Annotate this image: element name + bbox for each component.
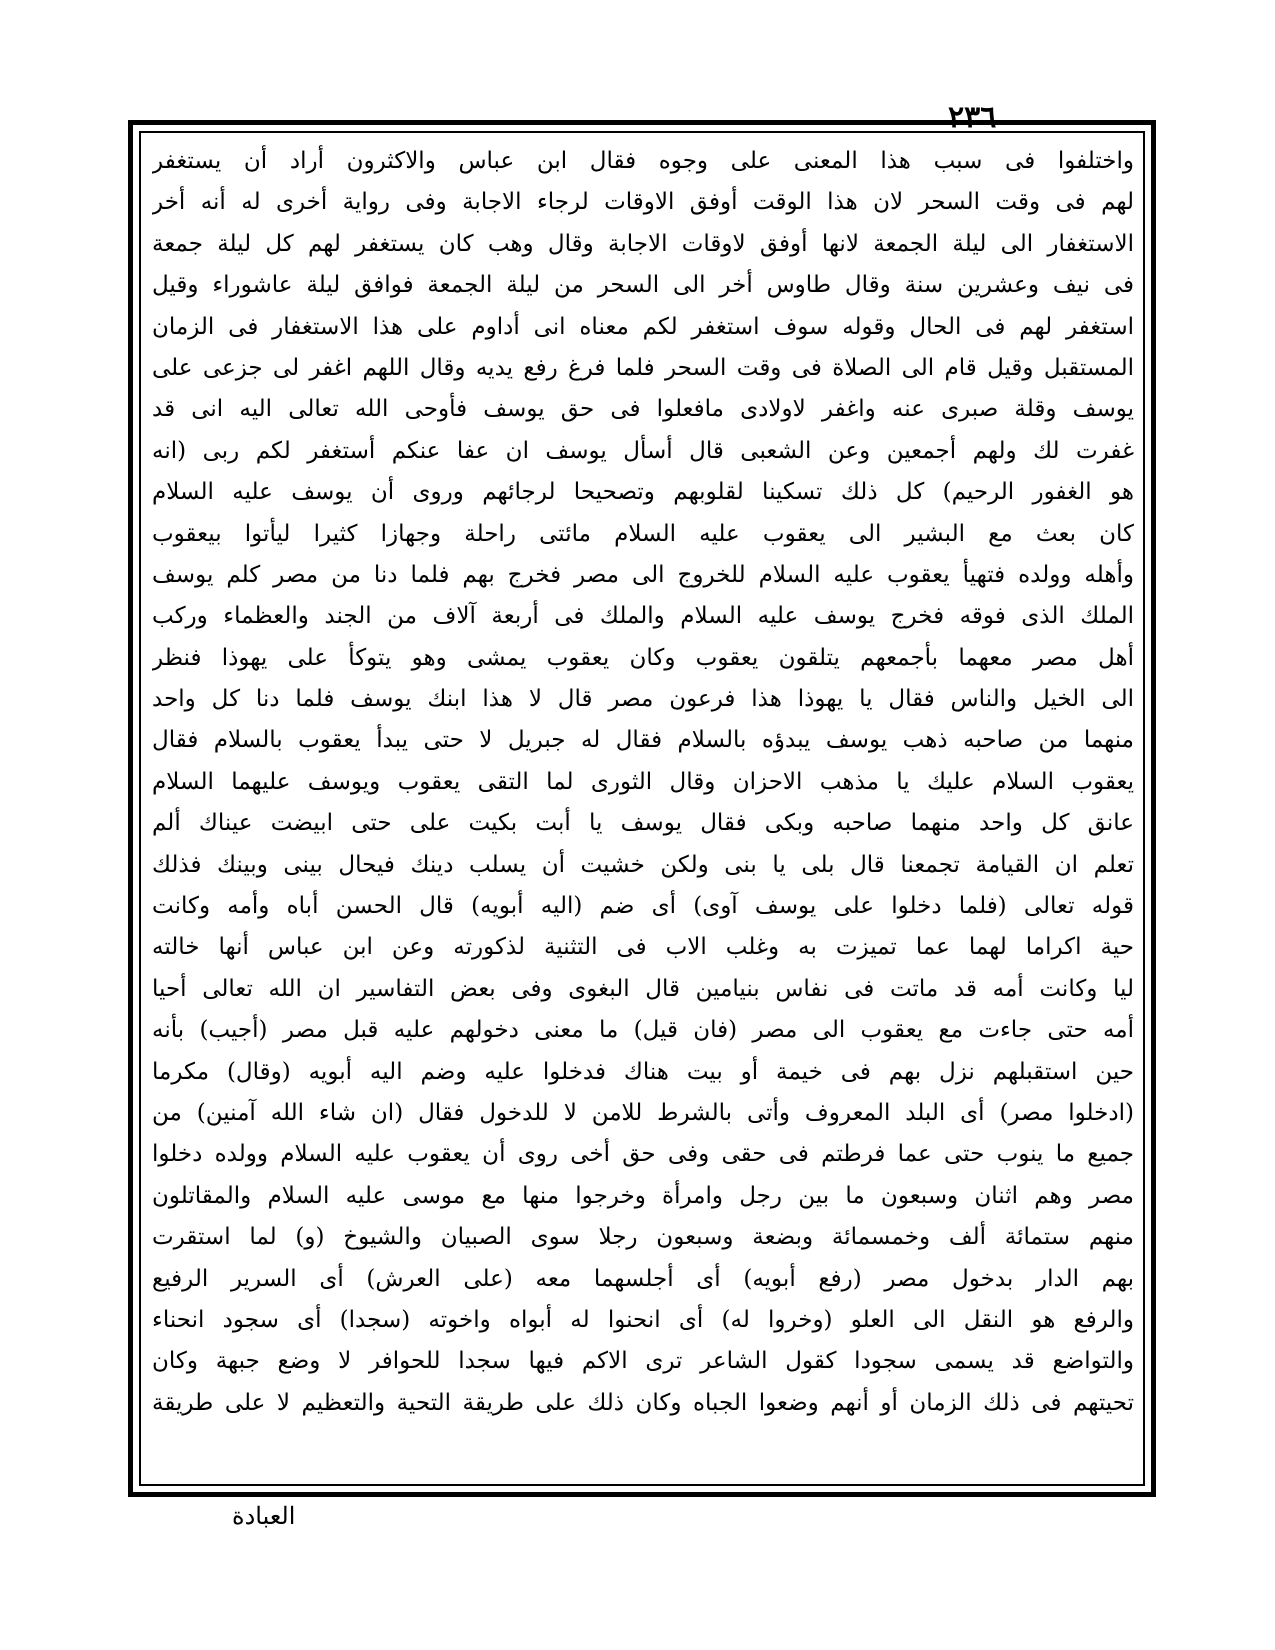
- text-line: منهم ستمائة ألف وخمسمائة وبضعة وسبعون رجلا سوى الصبيان والشيوخ (و) لما استقرت: [152, 1224, 1134, 1251]
- text-line: تعلم ان القيامة تجمعنا قال بلى يا بنى ولكن خشيت أن يسلب دينك فيحال بينى وبينك فذلك: [152, 851, 1134, 878]
- text-line: مصر وهم اثنان وسبعون ما بين رجل وامرأة وخرجوا منها مع موسى عليه السلام والمقاتلون: [152, 1182, 1134, 1209]
- text-line: غفرت لك ولهم أجمعين وعن الشعبى قال أسأل يوسف ان عفا عنكم أستغفر لكم ربى (انه: [152, 437, 1134, 464]
- text-line: لهم فى وقت السحر لان هذا الوقت أوفق الاوقات لرجاء الاجابة وفى رواية أخرى له أنه أخر: [152, 189, 1134, 216]
- text-line: فى نيف وعشرين سنة وقال طاوس أخر الى السحر من ليلة الجمعة فوافق ليلة عاشوراء وقيل: [152, 272, 1134, 299]
- page-number: ٢٣٦: [948, 100, 997, 135]
- text-line: أمه حتى جاءت مع يعقوب الى مصر (فان قيل) ما معنى دخولهم عليه قبل مصر (أجيب) بأنه: [152, 1017, 1134, 1044]
- text-line: قوله تعالى (فلما دخلوا على يوسف آوى) أى ضم (اليه أبويه) قال الحسن أباه وأمه وكانت: [152, 893, 1134, 920]
- text-line: منهما من صاحبه ذهب يوسف يبدؤه بالسلام فقال له جبريل لا حتى يبدأ يعقوب بالسلام فقال: [152, 727, 1134, 754]
- text-line: أهل مصر معهما بأجمعهم يتلقون يعقوب وكان يعقوب يمشى وهو يتوكأ على يهوذا فنظر: [152, 644, 1134, 671]
- text-line: كان بعث مع البشير الى يعقوب عليه السلام مائتى راحلة وجهازا كثيرا ليأتوا بيعقوب: [152, 520, 1134, 547]
- text-line: جميع ما ينوب حتى عما فرطتم فى حقى وفى حق أخى روى أن يعقوب عليه السلام وولده دخلوا: [152, 1141, 1134, 1168]
- text-line: والرفع هو النقل الى العلو (وخروا له) أى انحنوا له أبواه واخوته (سجدا) أى سجود انحناء: [152, 1306, 1134, 1333]
- text-line: يوسف وقلة صبرى عنه واغفر لاولادى مافعلوا فى حق يوسف فأوحى الله تعالى اليه انى قد: [152, 396, 1134, 423]
- text-line: وأهله وولده فتهيأ يعقوب عليه السلام للخروج الى مصر فخرج بهم فلما دنا من مصر كلم يوسف: [152, 561, 1134, 588]
- text-line: واختلفوا فى سبب هذا المعنى على وجوه فقال ابن عباس والاكثرون أراد أن يستغفر: [152, 148, 1134, 174]
- text-line: حية اكراما لهما عما تميزت به وغلب الاب فى التثنية لذكورته وعن ابن عباس أنها خالته: [152, 934, 1134, 961]
- text-line: بهم الدار بدخول مصر (رفع أبويه) أى أجلسهما معه (على العرش) أى السرير الرفيع: [152, 1265, 1134, 1292]
- catchword: العبادة: [232, 1502, 296, 1530]
- text-line: هو الغفور الرحيم) كل ذلك تسكينا لقلوبهم وتصحيحا لرجائهم وروى أن يوسف عليه السلام: [152, 479, 1134, 506]
- text-line: عانق كل واحد منهما صاحبه وبكى فقال يوسف يا أبت بكيت على حتى ابيضت عيناك ألم: [152, 810, 1134, 837]
- text-line: الملك الذى فوقه فخرج يوسف عليه السلام والملك فى أربعة آلاف من الجند والعظماء وركب: [152, 603, 1134, 630]
- text-line: يعقوب السلام عليك يا مذهب الاحزان وقال الثورى لما التقى يعقوب ويوسف عليهما السلام: [152, 768, 1134, 795]
- text-line: الى الخيل والناس فقال يا يهوذا هذا فرعون مصر قال لا هذا ابنك يوسف فلما دنا كل واحد: [152, 686, 1134, 713]
- text-line: والتواضع قد يسمى سجودا كقول الشاعر ترى الاكم فيها سجدا للحوافر لا وضع جبهة وكان: [152, 1348, 1134, 1375]
- text-line: استغفر لهم فى الحال وقوله سوف استغفر لكم معناه انى أداوم على هذا الاستغفار فى الزمان: [152, 313, 1134, 340]
- text-line: (ادخلوا مصر) أى البلد المعروف وأتى بالشرط للامن لا للدخول فقال (ان شاء الله آمنين) من: [152, 1099, 1134, 1126]
- text-line: المستقبل وقيل قام الى الصلاة فى وقت السحر فلما فرغ رفع يديه وقال اللهم اغفر لى جزعى على: [152, 354, 1134, 381]
- text-line: حين استقبلهم نزل بهم فى خيمة أو بيت هناك فدخلوا عليه وضم اليه أبويه (وقال) مكرما: [152, 1058, 1134, 1085]
- text-line: ليا وكانت أمه قد ماتت فى نفاس بنيامين قال البغوى وفى بعض التفاسير ان الله تعالى أحيا: [152, 975, 1134, 1002]
- text-line: تحيتهم فى ذلك الزمان أو أنهم وضعوا الجباه وكان ذلك على طريقة التحية والتعظيم لا على طريقة: [152, 1389, 1134, 1416]
- text-line: الاستغفار الى ليلة الجمعة لانها أوفق لاوقات الاجابة وقال وهب كان يستغفر لهم كل ليلة جمعة: [152, 230, 1134, 257]
- text-body: [152, 141, 1134, 1481]
